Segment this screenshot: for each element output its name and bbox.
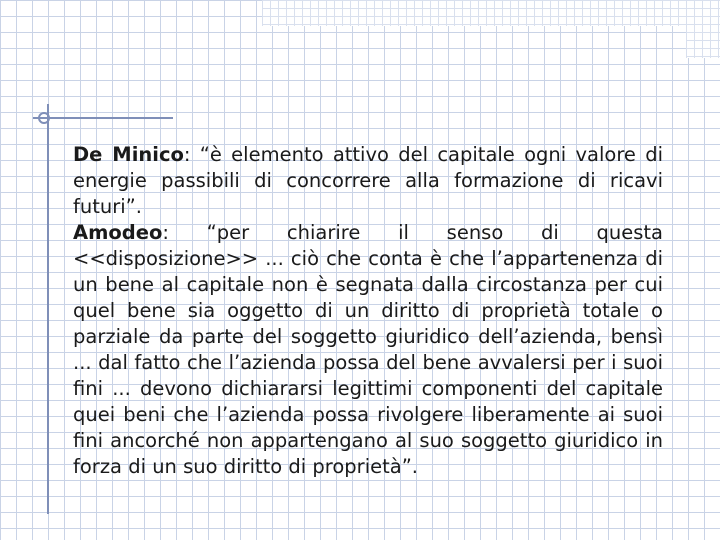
decorative-grid-band	[262, 0, 720, 26]
quote-text: : “per chiarire il senso di questa <<disposizione>> ... ciò che conta è che l’appartenenza di un bene al capitale non è segnata dalla circostanza per cui quel bene sia oggetto di un diritto di proprietà totale o parziale da parte del soggetto giuridico dell’azienda, bensì ... dal fatto che l’azienda possa del bene avvalersi per i suoi fini ... devono dichiararsi legittimi componenti del capitale quei beni che l’azienda possa rivolgere liberamente ai suoi fini ancorché non appartengano al suo soggetto giuridico in forza di un suo diritto di proprietà”.	[73, 221, 663, 478]
quote-paragraph-amodeo	[73, 220, 663, 480]
quote-paragraph-de-minico	[73, 142, 663, 220]
vertical-accent-rule	[47, 104, 49, 514]
author-name: De Minico	[73, 143, 184, 166]
horizontal-accent-rule	[33, 117, 173, 119]
decorative-corner-grid	[686, 0, 720, 58]
accent-circle-icon	[38, 112, 50, 124]
quote-text: : “è elemento attivo del capitale ogni valore di energie passibili di concorrere alla formazione di ricavi futuri”.	[73, 143, 663, 218]
slide-body	[73, 142, 663, 480]
author-name: Amodeo	[73, 221, 163, 244]
